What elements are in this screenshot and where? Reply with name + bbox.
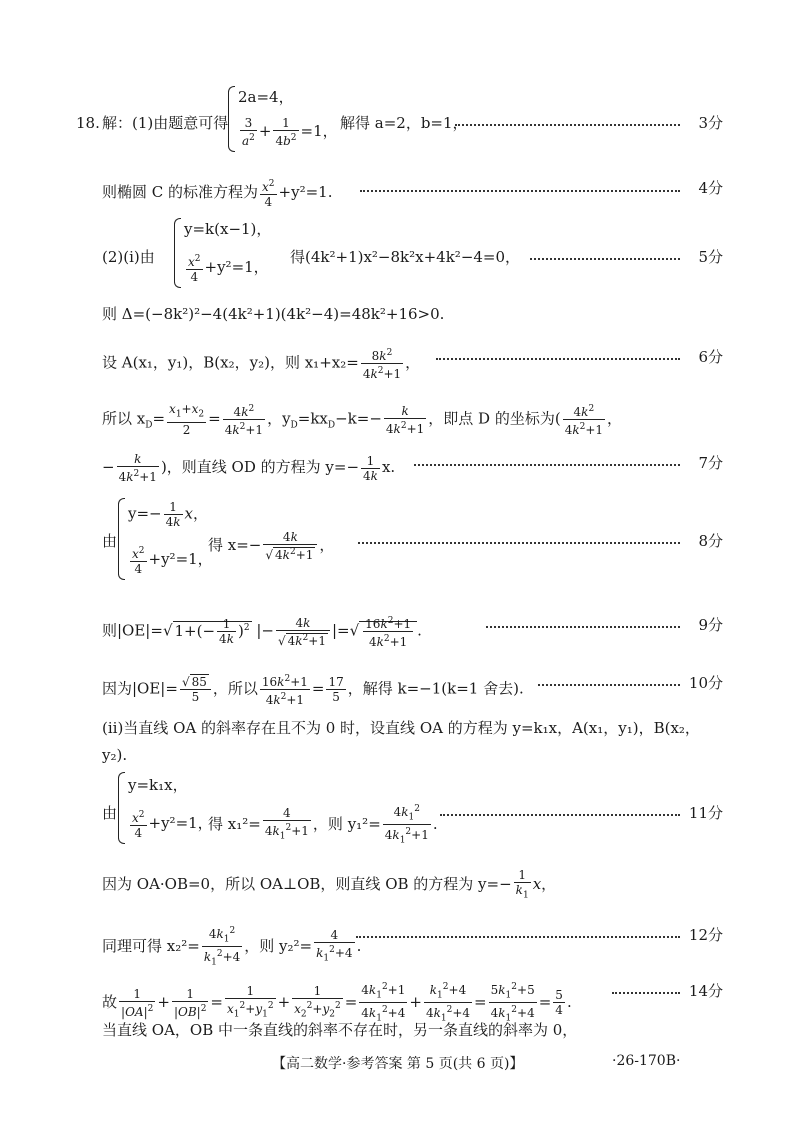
midpoint-line: 所以 $x_D=$ $\frac{x_1+x_2}{2}$ = $\frac{4k^2}{4k^2+1}$ ，$y_D=kx_D-k=-$ $\frac{k}{4k^2+1}$ ，即点 D 的坐标为( $\frac{4k^2}{4k^2+1}$ ， (102, 402, 623, 437)
final-sum-line: 故 $\frac{1}{|OA|^2}$ + $\frac{1}{|OB|^2}$ = $\frac{1}{x_1^2+y_1^2}$ + $\frac{1}{x_2^2+y_2^2}$ = $\frac{4k_1^2+1}{4k_1^2+4}$ + $\frac{k_1^2+4}{4k_1^2+4}$ = $\frac{5k_1^2+5}{4k_1^2+4}$ = $\frac{5}{4}$ . (102, 982, 572, 1024)
dots (486, 626, 680, 628)
score-4: 4分 (698, 179, 723, 197)
score-6: 6分 (698, 348, 723, 366)
dots (358, 542, 680, 544)
system-2-eq2: $\frac{x^2}{4}$ +y²=1， (188, 254, 269, 284)
delta-line: 则 Δ=(−8k²)²−4(4k²+1)(4k²−4)=48k²+16>0. (102, 305, 445, 323)
sum-roots-line: 设 A(x₁，y₁)，B(x₂，y₂)，则 x₁+x₂= $\frac{8k^2}{4k^2+1}$ ， (102, 348, 421, 381)
score-5: 5分 (698, 248, 723, 266)
perpendicular-line: 因为 OA·OB=0，所以 OA⊥OB，则直线 OB 的方程为 y=− $\frac{1}{k_1}$ x， (102, 868, 557, 901)
dots (440, 814, 680, 816)
system-1-eq2: $\frac{3}{a^2}$ + $\frac{1}{4b^2}$ =1， (242, 116, 338, 148)
score-7: 7分 (698, 454, 723, 472)
dots (455, 124, 680, 126)
dots (530, 258, 680, 260)
system-4 (118, 772, 213, 844)
system-4-result: 得 x₁²= $\frac{4}{4k_1^2+1}$ ，则 y₁²= $\frac{4k_1^2}{4k_1^2+1}$ . (208, 804, 438, 846)
ellipse-equation-line: 则椭圆 C 的标准方程为 $\frac{x^2}{4}$ +y²=1. (102, 179, 333, 209)
dots (414, 464, 680, 466)
part2ii-line: (ⅱ)当直线 OA 的斜率存在且不为 0 时，设直线 OA 的方程为 y=k₁x，A(x₁，y₁)，B(x₂， (102, 719, 700, 737)
system-3-result: 得 x=− $\frac{4k}{√ 4k^2+1}$ ， (208, 530, 335, 562)
system-2-eq1: y=k(x−1)， (184, 220, 272, 238)
score-9: 9分 (698, 616, 723, 634)
od-line: − $\frac{k}{4k^2+1}$ )，则直线 OD 的方程为 y=− $\frac{1}{4k}$ x. (102, 452, 396, 484)
system-3-eq2: $\frac{x^2}{4}$ +y²=1， (132, 546, 213, 576)
solve-k-line: 因为|OE|= $\frac{√ 85}{5}$ ，所以 $\frac{16k^2+1}{4k^2+1}$ = $\frac{17}{5}$ ，解得 k=−1(k=1 舍去). (102, 674, 524, 707)
same-reasoning-line: 同理可得 x₂²= $\frac{4k_1^2}{k_1^2+4}$ ，则 y₂²= $\frac{4}{k_1^2+4}$ . (102, 926, 362, 968)
score-11: 11分 (688, 804, 723, 822)
footer-code: ·26-170B· (612, 1053, 681, 1069)
system-1-eq1: 2a=4， (238, 88, 294, 106)
part1-prefix: 解：(1)由题意可得 (102, 114, 229, 132)
dots (356, 936, 680, 938)
system-4-eq2: $\frac{x^2}{4}$ +y²=1， (132, 810, 213, 840)
system-4-eq1: y=k₁x， (128, 776, 188, 794)
part1-result: 解得 a=2，b=1， (340, 114, 468, 132)
dots (436, 358, 680, 360)
oe-length-line: 则|OE|=√ 1+(− $\frac{1}{4k}$ )$^2$ |− $\frac{4k}{√ 4k^2+1}$ |=√ $\frac{16k^2+1}{4k^2+1}$ . (102, 615, 422, 649)
system-3 (118, 498, 213, 580)
score-10: 10分 (688, 674, 723, 692)
part2-prefix: (2)(ⅰ)由 (102, 248, 155, 266)
part2ii-continue: y₂). (102, 746, 128, 764)
score-3: 3分 (698, 114, 723, 132)
system-3-prefix: 由 (102, 532, 118, 550)
system-2-result: 得(4k²+1)x²−8k²x+4k²−4=0， (290, 248, 521, 266)
dots (360, 190, 680, 192)
question-number: 18. (76, 114, 100, 132)
score-12: 12分 (688, 926, 723, 944)
score-14: 14分 (688, 982, 723, 1000)
footer-title: 【高二数学·参考答案 第 5 页(共 6 页)】 (272, 1056, 524, 1072)
system-4-prefix: 由 (102, 804, 118, 822)
system-2 (174, 218, 284, 288)
score-8: 8分 (698, 532, 723, 550)
last-line: 当直线 OA，OB 中一条直线的斜率不存在时，另一条直线的斜率为 0， (102, 1021, 578, 1039)
dots (538, 684, 680, 686)
dots (612, 992, 680, 994)
system-3-eq1: y=− $\frac{1}{4k}$ x， (128, 500, 209, 529)
system-1 (228, 86, 338, 152)
